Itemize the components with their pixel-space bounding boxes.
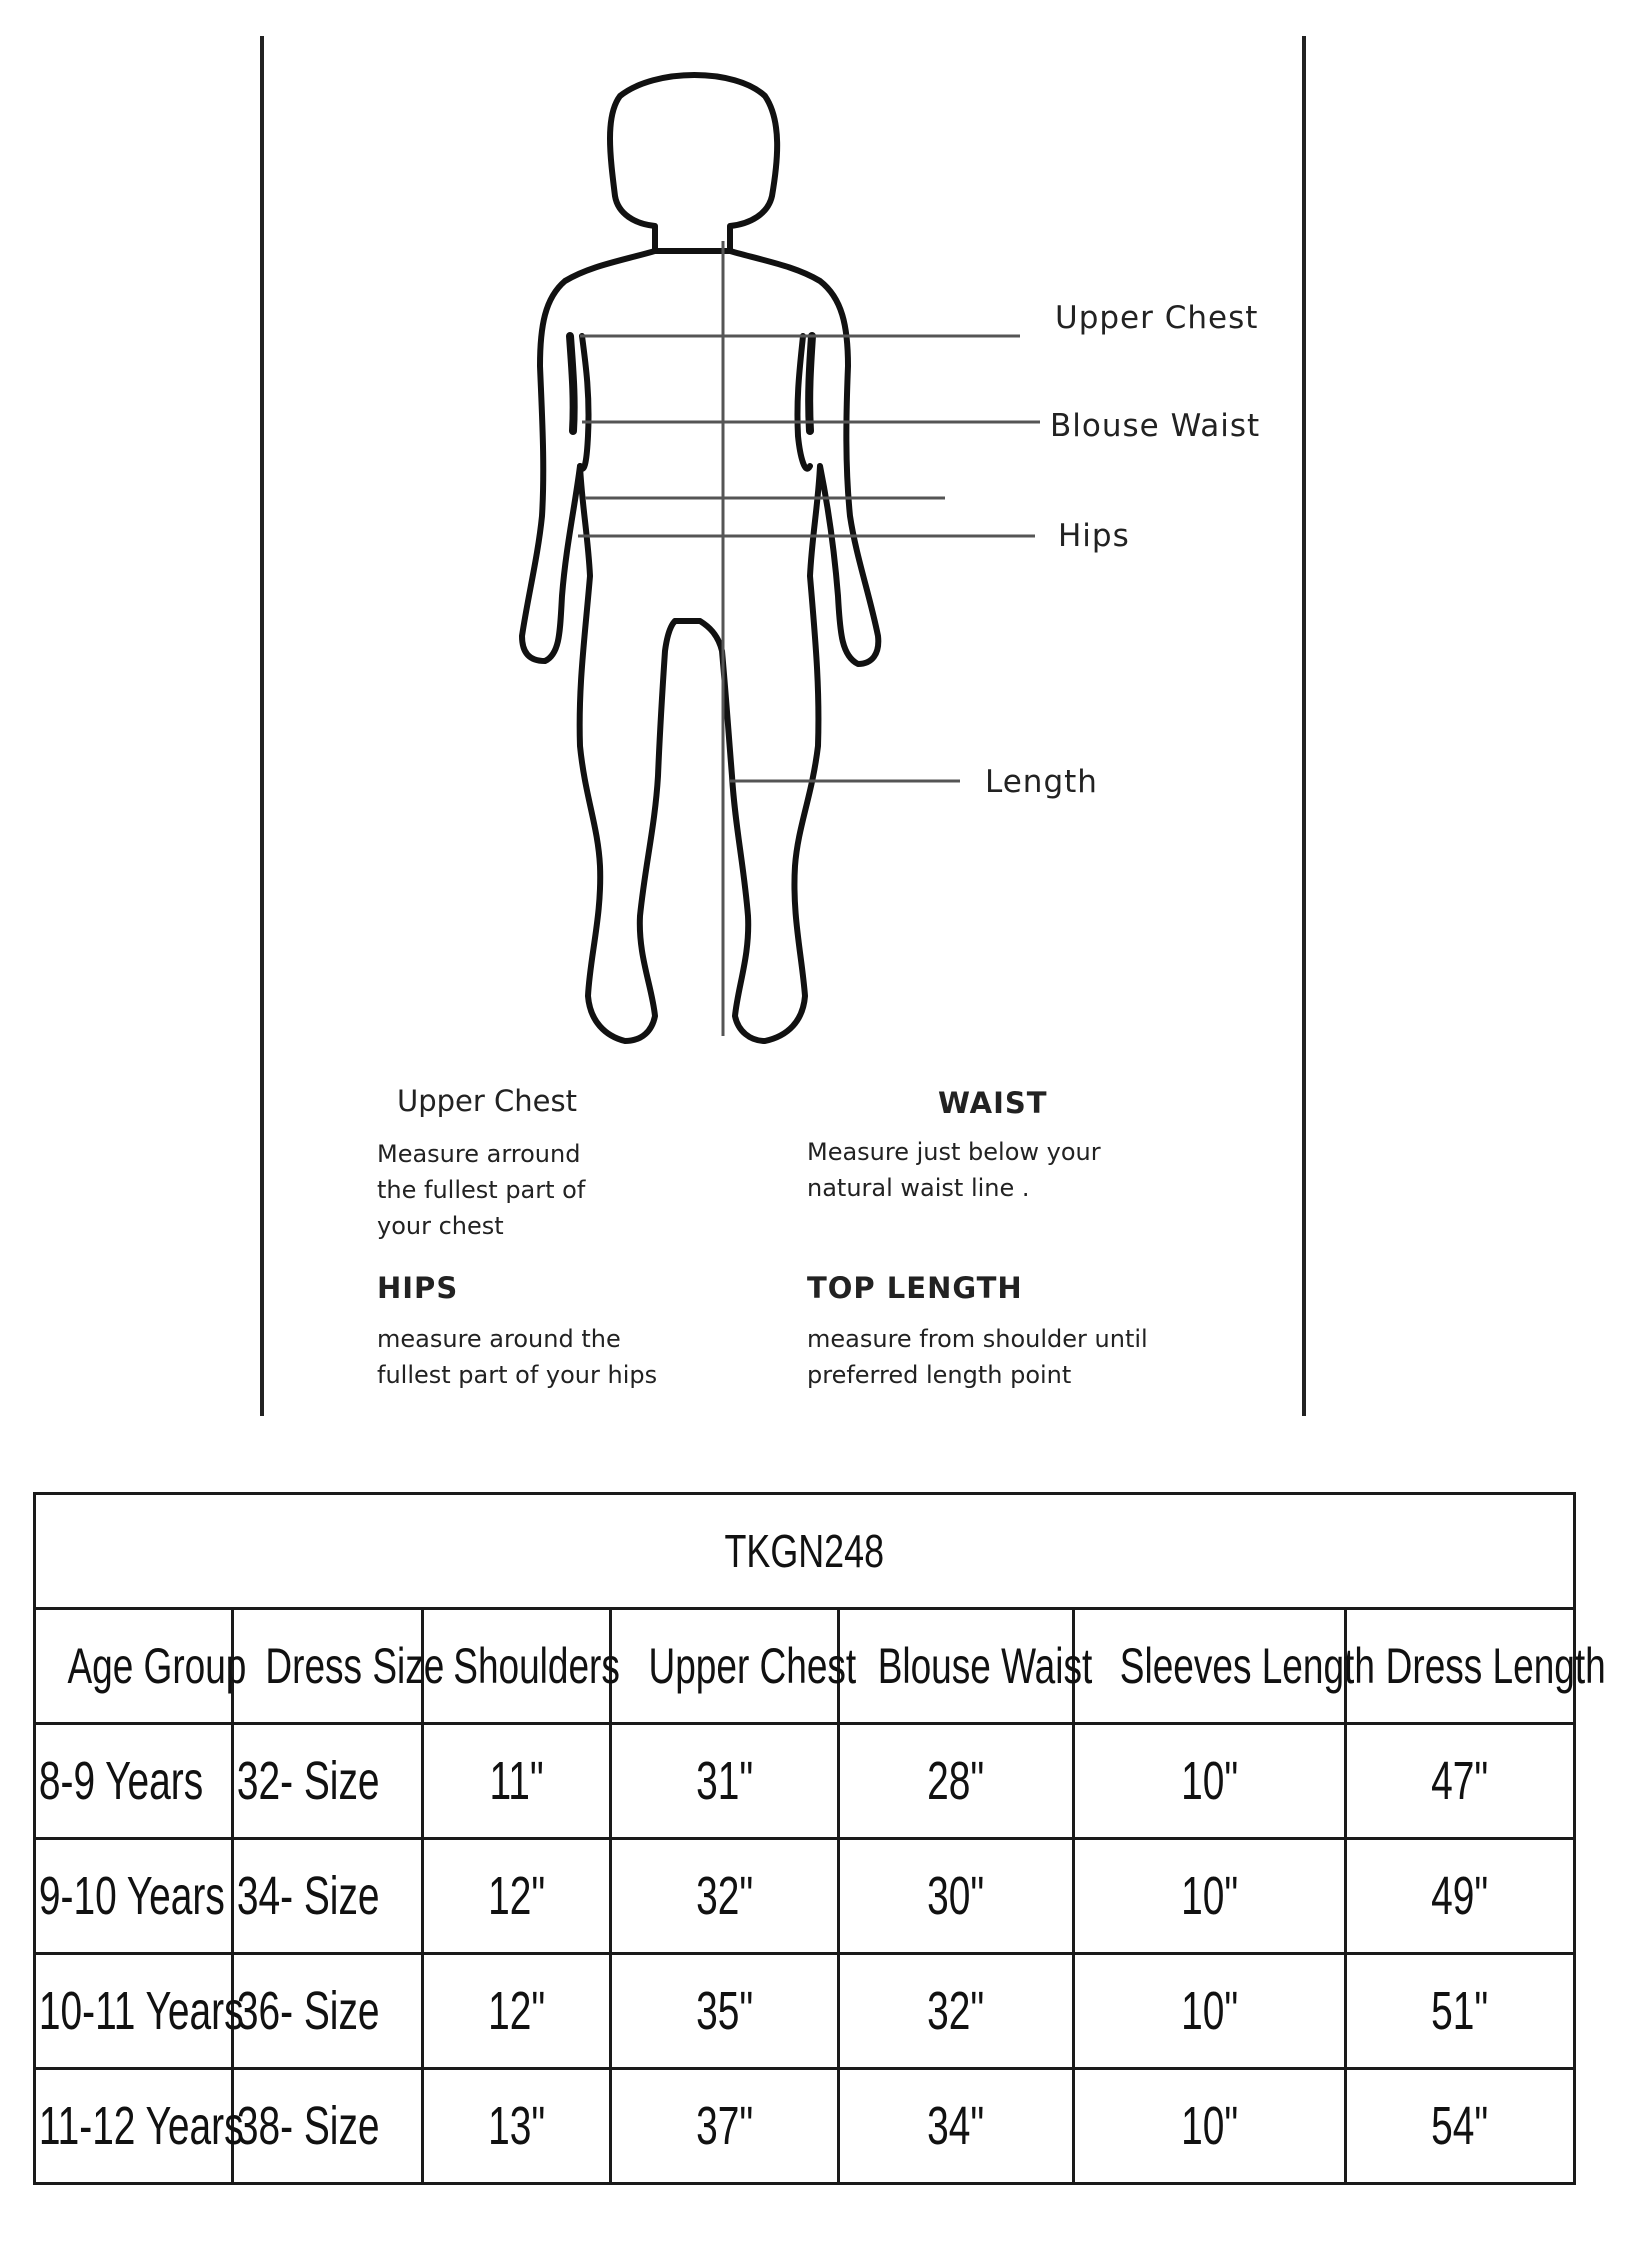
- table-cell: [423, 1839, 611, 1954]
- table-cell: [35, 1954, 244, 2069]
- arm-inner-left: [580, 336, 589, 469]
- table-title: TKGN248: [724, 1525, 885, 1577]
- callout-upper-chest: Upper Chest: [1055, 300, 1259, 336]
- column-header-sleeves-length: Sleeves Length: [1119, 1638, 1375, 1694]
- cell-upper-chest: 37": [695, 2096, 754, 2156]
- column-header-blouse-waist: Blouse Waist: [877, 1638, 1093, 1694]
- table-cell: [1346, 1724, 1575, 1839]
- table-cell: [611, 1839, 839, 1954]
- cell-age-group: 9-10 Years: [38, 1866, 225, 1926]
- column-header: [233, 1609, 445, 1724]
- table-row: [35, 1724, 1575, 1839]
- cell-age-group: 8-9 Years: [38, 1751, 204, 1811]
- table-row: [35, 1954, 1575, 2069]
- cell-sleeves-length: 10": [1180, 1866, 1239, 1926]
- table-cell: [233, 1724, 423, 1839]
- table-cell: [35, 1724, 233, 1839]
- body-outline-figure: [260, 36, 1306, 1116]
- cell-shoulders: 12": [487, 1866, 546, 1926]
- column-header-age-group: Age Group: [67, 1638, 247, 1694]
- cell-upper-chest: 32": [695, 1866, 754, 1926]
- table-cell: [233, 2069, 423, 2184]
- column-header: [839, 1609, 1093, 1724]
- measurement-guide: [260, 36, 1306, 1416]
- callout-blouse-waist: Blouse Waist: [1050, 408, 1261, 444]
- column-header-dress-size: Dress Size: [265, 1638, 445, 1694]
- note-top-length-body: measure from shoulder until preferred length point: [807, 1325, 1148, 1389]
- column-header: [423, 1609, 620, 1724]
- column-header: [35, 1609, 247, 1724]
- arm-gap-right: [809, 336, 812, 431]
- cell-blouse-waist: 34": [927, 2096, 985, 2156]
- column-header-upper-chest: Upper Chest: [648, 1638, 857, 1694]
- cell-dress-length: 47": [1431, 1751, 1489, 1811]
- note-top-length-title: TOP LENGTH: [807, 1271, 1023, 1305]
- cell-sleeves-length: 10": [1180, 1981, 1239, 2041]
- cell-blouse-waist: 32": [927, 1981, 985, 2041]
- column-header-shoulders: Shoulders: [453, 1638, 620, 1694]
- column-header-dress-length: Dress Length: [1385, 1638, 1606, 1694]
- cell-shoulders: 13": [487, 2096, 546, 2156]
- cell-dress-size: 32- Size: [236, 1751, 380, 1811]
- callout-length: Length: [985, 764, 1098, 800]
- cell-blouse-waist: 30": [927, 1866, 985, 1926]
- table-cell: [423, 1724, 611, 1839]
- table-cell: [1346, 2069, 1575, 2184]
- body-outline-right: [675, 251, 878, 1041]
- cell-blouse-waist: 28": [927, 1751, 985, 1811]
- cell-dress-size: 38- Size: [236, 2096, 380, 2156]
- cell-sleeves-length: 10": [1180, 1751, 1239, 1811]
- table-cell: [233, 1954, 423, 2069]
- table-row: [35, 2069, 1575, 2184]
- table-cell: [1074, 1839, 1346, 1954]
- table-cell: [1074, 1724, 1346, 1839]
- table-title-cell: [35, 1494, 1575, 1609]
- cell-shoulders: 11": [489, 1751, 544, 1811]
- table-cell: [1074, 1954, 1346, 2069]
- cell-sleeves-length: 10": [1180, 2096, 1239, 2156]
- head-outline: [610, 75, 777, 251]
- table-cell: [233, 1839, 423, 1954]
- note-hips-body: measure around the fullest part of your hips: [377, 1325, 658, 1389]
- table-header-row: [35, 1609, 1575, 1724]
- cell-dress-length: 49": [1431, 1866, 1489, 1926]
- table-cell: [839, 1724, 1074, 1839]
- note-waist-body: Measure just below your natural waist line .: [807, 1138, 1101, 1202]
- table-cell: [423, 1954, 611, 2069]
- table-title-row: [35, 1494, 1575, 1609]
- table-cell: [35, 1839, 233, 1954]
- arm-gap-left: [570, 336, 574, 431]
- size-chart-table: [33, 1492, 1606, 2185]
- table-cell: [1346, 1839, 1575, 1954]
- table-cell: [839, 1839, 1074, 1954]
- cell-upper-chest: 31": [695, 1751, 754, 1811]
- table-cell: [423, 2069, 611, 2184]
- table-cell: [611, 1724, 839, 1839]
- note-upper-chest-title: Upper Chest: [397, 1084, 577, 1118]
- column-header: [1074, 1609, 1375, 1724]
- cell-dress-size: 34- Size: [236, 1866, 380, 1926]
- cell-age-group: 11-12 Years: [38, 2096, 244, 2156]
- table-cell: [839, 2069, 1074, 2184]
- column-header: [611, 1609, 857, 1724]
- table-cell: [1074, 2069, 1346, 2184]
- note-waist-title: WAIST: [938, 1086, 1048, 1120]
- table-cell: [611, 1954, 839, 2069]
- table-row: [35, 1839, 1575, 1954]
- cell-dress-length: 54": [1431, 2096, 1489, 2156]
- table-cell: [35, 2069, 244, 2184]
- cell-dress-size: 36- Size: [236, 1981, 380, 2041]
- column-header: [1346, 1609, 1606, 1724]
- cell-upper-chest: 35": [695, 1981, 754, 2041]
- table-cell: [611, 2069, 839, 2184]
- cell-dress-length: 51": [1431, 1981, 1489, 2041]
- callout-hips: Hips: [1058, 518, 1130, 554]
- note-hips-title: HIPS: [377, 1271, 459, 1305]
- cell-shoulders: 12": [487, 1981, 546, 2041]
- cell-age-group: 10-11 Years: [38, 1981, 244, 2041]
- body-outline-left: [522, 251, 675, 1041]
- table-cell: [1346, 1954, 1575, 2069]
- note-upper-chest-body: Measure arround the fullest part of your chest: [377, 1140, 586, 1240]
- table-cell: [839, 1954, 1074, 2069]
